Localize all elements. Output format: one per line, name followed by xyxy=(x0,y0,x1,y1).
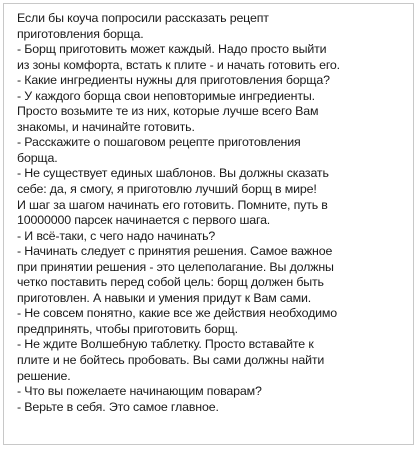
text-line: Просто возьмите те из них, которые лучше всего Вам xyxy=(17,104,319,119)
text-line: при принятии решения - это целеполагание. Вы должны xyxy=(17,259,334,274)
text-line: - И всё-таки, с чего надо начинать? xyxy=(17,228,216,243)
text-line: плите и не бойтесь пробовать. Вы сами должны найти xyxy=(17,353,325,368)
text-line: себе: да, я смогу, я приготовлю лучший борщ в мире! xyxy=(17,182,317,197)
text-line: из зоны комфорта, встать к плите - и начать готовить его. xyxy=(17,57,340,72)
text-line: И шаг за шагом начинать его готовить. Помните, путь в xyxy=(17,197,328,212)
image-frame xyxy=(3,3,414,445)
text-line: знакомы, и начинайте готовить. xyxy=(17,119,195,134)
text-line: Если бы коуча попросили рассказать рецепт xyxy=(17,11,269,25)
text-line: - Не ждите Волшебную таблетку. Просто вставайте к xyxy=(17,337,314,352)
text-line: решение. xyxy=(17,368,71,383)
text-line: - Борщ приготовить может каждый. Надо просто выйти xyxy=(17,42,327,57)
joke-text xyxy=(17,11,409,415)
text-line: - Что вы пожелаете начинающим поварам? xyxy=(17,384,262,399)
text-line: - Расскажите о пошаговом рецепте приготовления xyxy=(17,135,301,150)
text-line: приготовления борща. xyxy=(17,26,144,41)
text-line: четко поставить перед собой цель: борщ должен быть xyxy=(17,275,324,290)
text-line: борща. xyxy=(17,150,58,165)
text-line: - Начинать следует с принятия решения. Самое важное xyxy=(17,244,333,259)
text-line: 10000000 парсек начинается с первого шага. xyxy=(17,213,271,228)
text-line: - Не совсем понятно, какие все же действия необходимо xyxy=(17,306,338,321)
text-line: - У каждого борща свои неповторимые ингредиенты. xyxy=(17,88,315,103)
text-line: приготовлен. А навыки и умения придут к Вам сами. xyxy=(17,290,312,305)
text-line: предпринять, чтобы приготовить борщ. xyxy=(17,321,238,336)
text-line: - Верьте в себя. Это самое главное. xyxy=(17,399,219,414)
text-line: - Какие ингредиенты нужны для приготовления борща? xyxy=(17,73,330,88)
text-line: - Не существует единых шаблонов. Вы должны сказать xyxy=(17,166,329,181)
